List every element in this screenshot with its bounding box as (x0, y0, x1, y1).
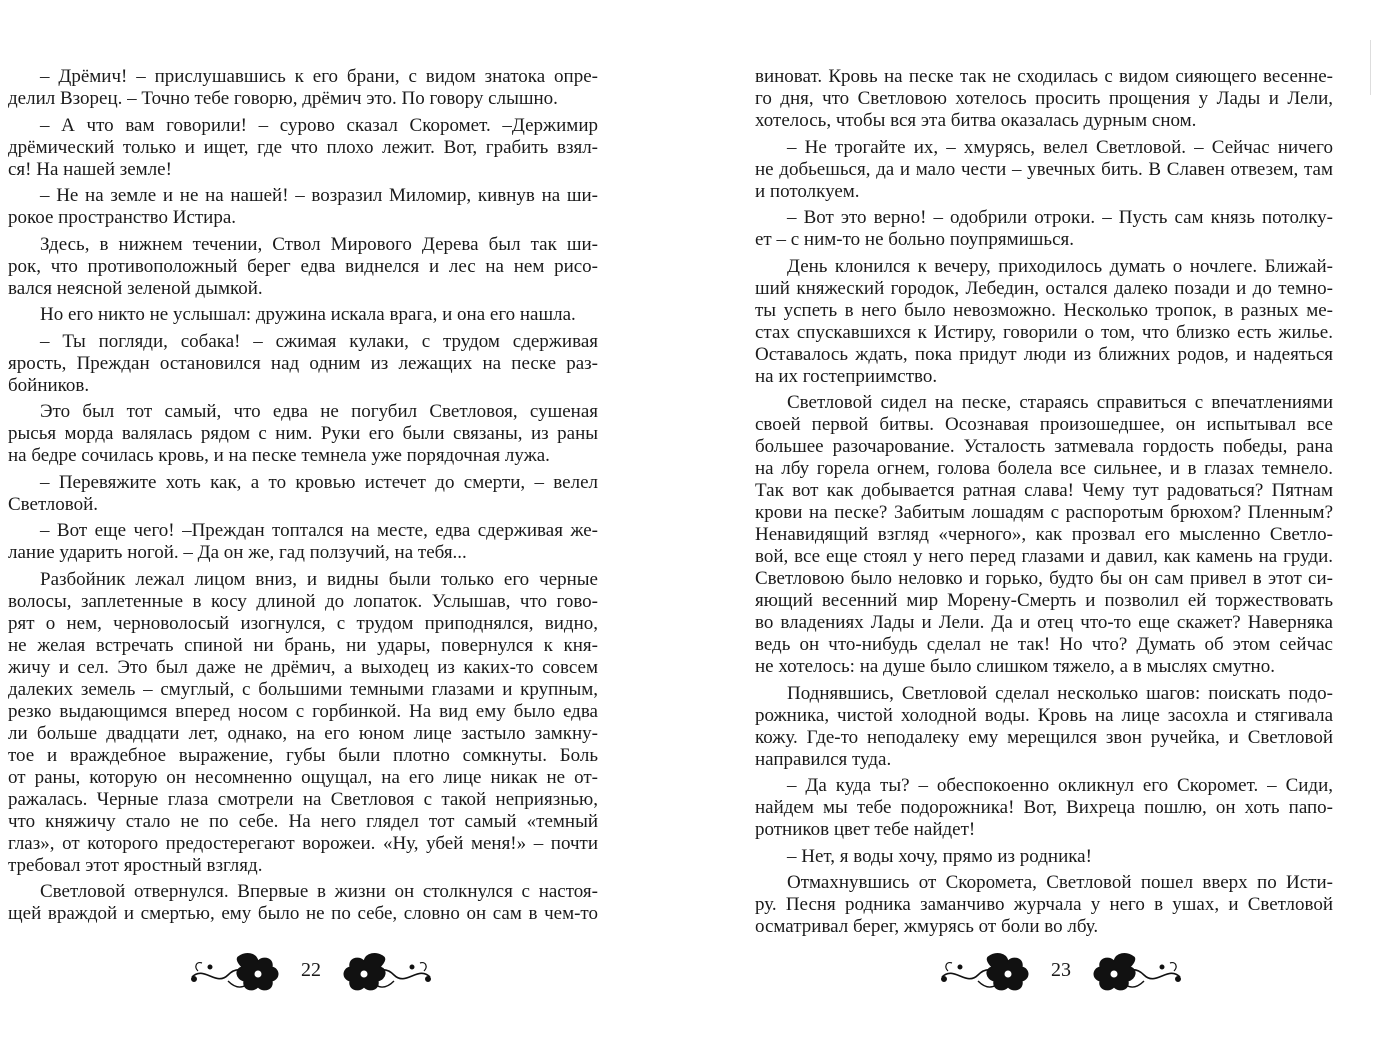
text-line: Здесь, в нижнем течении, Ствол Мирового Дерева был так ши- (40, 233, 598, 255)
text-line: рок, что противоположный берег едва виднелся и лес на нем рисо- (8, 255, 598, 277)
text-line: вой, все еще стоял у него перед глазами и давил, как камень на груди. (755, 546, 1333, 567)
text-line: ший княжеский городок, Лебедин, остался далеко позади и до темно- (755, 277, 1333, 299)
text-line: – Да куда ты? – обеспокоенно окликнул его Скоромет. – Сиди, (787, 775, 1333, 796)
text-line: рокое пространство Истира. (8, 207, 237, 228)
text-line: – А что вам говорили! – сурово сказал Скоромет. –Держимир (40, 114, 598, 136)
text-line: требовал этот яростный взгляд. (8, 854, 263, 876)
text-line: Это был тот самый, что едва не погубил Светловоя, сушеная (40, 401, 598, 422)
floral-flourish-icon (1086, 947, 1184, 993)
text-line: Светловою было неловко и горько, будто бы он сам привел в этот си- (755, 568, 1333, 589)
text-line: щей враждой и смертью, ему было не по себе, словно он сам в чем-то (8, 903, 598, 924)
text-line: что княжичу стало не по себе. На него глядел тот самый «темный (8, 810, 598, 832)
text-line: – Не на земле и не на нашей! – возразил Миломир, кивнув на ши- (40, 185, 598, 206)
text-line: – Ты погляди, собака! – сжимая кулаки, с трудом сдерживая (40, 330, 598, 352)
text-line: Так вот как добывается ратная слава! Чему тут радоваться? Пятнам (755, 480, 1333, 501)
text-line: – Дрёмич! – прислушавшись к его брани, с видом знатока опре- (40, 66, 598, 87)
text-line: волосы, заплетенные в косу длиной до лопаток. Услышав, что гово- (8, 590, 598, 612)
text-line: жичу и сел. Это был даже не дрёмич, а выходец из каких-то совсем (8, 656, 598, 678)
text-line: Отмахнувшись от Скоромета, Светловой пошел вверх по Исти- (787, 872, 1333, 893)
text-line: Светловой отвернулся. Впервые в жизни он столкнулся с настоя- (40, 881, 598, 902)
text-line: далеких земель – смуглый, с большими темными глазами и крупным, (8, 678, 598, 700)
text-line: глаз», от которого предостерегают ворожеи. «Ну, убей меня!» – почти (8, 832, 598, 854)
text-line: рят о нем, черноволосый изогнулся, с трудом приподнялся, видно, (8, 612, 598, 634)
right-page-text (755, 66, 1333, 938)
text-line: осматривал берег, жмурясь от боли во лбу. (755, 916, 1099, 937)
left-page-text (8, 66, 598, 925)
text-line: ли больше двадцати лет, однако, на его юном лице застыло замкну- (8, 722, 598, 744)
floral-flourish-icon (336, 947, 434, 993)
text-line: Оставалось ждать, пока придут люди из ближних родов, и надеяться (755, 343, 1333, 365)
text-line: – Перевяжите хоть как, а то кровью истечет до смерти, – велел (40, 471, 598, 493)
text-line: – Вот еще чего! –Преждан топтался на месте, едва сдерживая же- (40, 520, 598, 541)
page-edge-divider (1370, 40, 1371, 95)
text-line: ражалась. Черные глаза смотрели на Светловоя с такой неприязнью, (8, 788, 598, 810)
text-line: делил Взорец. – Точно тебе говорю, дрёмич это. По говору слышно. (8, 88, 558, 109)
text-line: найдем мы тебе подорожника! Вот, Вихреца пошлю, он хоть папо- (755, 797, 1333, 818)
text-line: направился туда. (755, 748, 892, 770)
text-line: Ненавидящий взгляд «черного», как прозвал его мысленно Светло- (755, 524, 1333, 545)
page-number: 22 (301, 958, 321, 981)
text-line: ру. Песня родника заманчиво журчала у него в ушах, и Светловой (755, 894, 1333, 915)
text-line: вался неясной зеленой дымкой. (8, 277, 263, 299)
text-line: виноват. Кровь на песке так не сходилась с видом сияющего весенне- (755, 66, 1333, 87)
text-line: на бедре сочилась кровь, и на песке темнела уже порядочная лужа. (8, 445, 550, 466)
floral-flourish-icon (938, 947, 1036, 993)
text-line: Но его никто не услышал: дружина искала врага, и она его нашла. (40, 304, 576, 325)
text-line: во владениях Лады и Лели. Да и отец что-то еще скажет? Наверняка (755, 612, 1333, 633)
text-line: дрёмический только и ищет, где что плохо лежит. Вот, грабить взял- (8, 136, 598, 158)
text-line: – Вот это верно! – одобрили отроки. – Пусть сам князь потолку- (787, 207, 1333, 228)
text-line: – Нет, я воды хочу, прямо из родника! (787, 845, 1092, 867)
text-line: и потолкуем. (755, 180, 860, 202)
text-line: не желая встречать спиной ни брань, ни удары, повернулся к кня- (8, 634, 598, 656)
text-line: своей первой битвы. Осознавая произошедшее, он испытывал все (755, 414, 1333, 435)
page-number: 23 (1051, 958, 1071, 981)
text-line: Поднявшись, Светловой сделал несколько шагов: поискать подо- (787, 682, 1333, 704)
text-line: ведь он что-нибудь сделал не так! Но что? Думать об этом сейчас (755, 634, 1333, 655)
text-line: ярость, Преждан остановился над одним из лежащих на песке раз- (8, 352, 598, 374)
text-line: День клонился к вечеру, приходилось думать о ночлеге. Ближай- (787, 255, 1333, 277)
text-line: ся! На нашей земле! (8, 158, 172, 180)
text-line: бойников. (8, 374, 90, 396)
text-line: на их гостеприимство. (755, 365, 938, 387)
text-line: ты успеть в него было невозможно. Несколько тропок, в разных ме- (755, 299, 1333, 321)
left-page-footer (188, 945, 434, 995)
text-line: резко выдающимся вперед носом с горбинкой. На вид ему было едва (8, 700, 598, 722)
text-line: кожу. Где-то неподалеку ему мерещился звон ручейка, и Светловой (755, 726, 1333, 748)
text-line: рысья морда валялась рядом с ним. Руки его были связаны, из раны (8, 423, 598, 444)
text-line: от раны, которую он несомненно ощущал, на его лице никак не от- (8, 766, 598, 788)
text-line: крови на песке? Забитым лошадям с распоротым брюхом? Пленным? (755, 502, 1333, 523)
text-line: лание ударить ногой. – Да он же, гад ползучий, на тебя... (8, 542, 467, 563)
text-line: Светловой. (8, 493, 99, 515)
text-line: не хотелось: на душе было слишком тяжело, а в мыслях смутно. (755, 656, 1275, 677)
right-page-footer (938, 945, 1184, 995)
text-line: яющий весенний мир Морену-Смерть и позволил ей торжествовать (755, 590, 1333, 611)
text-line: Разбойник лежал лицом вниз, и видны были только его черные (40, 568, 598, 590)
text-line: ет – с ним-то не больно поупрямишься. (755, 229, 1075, 250)
floral-flourish-icon (188, 947, 286, 993)
text-line: стах спускавшихся к Истиру, говорили о том, что близко есть жилье. (755, 321, 1333, 343)
text-line: ротников цвет тебе найдет! (755, 819, 976, 840)
text-line: на лбу горела огнем, голова болела все сильнее, и в глазах темнело. (755, 458, 1333, 479)
text-line: го дня, что Светловою хотелось просить прощения у Лады и Лели, (755, 88, 1333, 109)
text-line: Светловой сидел на песке, стараясь справиться с впечатлениями (787, 392, 1333, 413)
text-line: тое и враждебное выражение, губы были плотно сомкнуты. Боль (8, 744, 598, 766)
text-line: большее разочарование. Усталость затмевала гордость победы, рана (755, 436, 1333, 457)
text-line: хотелось, чтобы вся эта битва оказалась дурным сном. (755, 110, 1197, 131)
text-line: рожника, чистой холодной воды. Кровь на лице засохла и стягивала (755, 704, 1333, 726)
text-line: – Не трогайте их, – хмурясь, велел Светловой. – Сейчас ничего (787, 136, 1333, 158)
text-line: не добьешься, да и мало чести – увечных бить. В Славен отвезем, там (755, 158, 1333, 180)
